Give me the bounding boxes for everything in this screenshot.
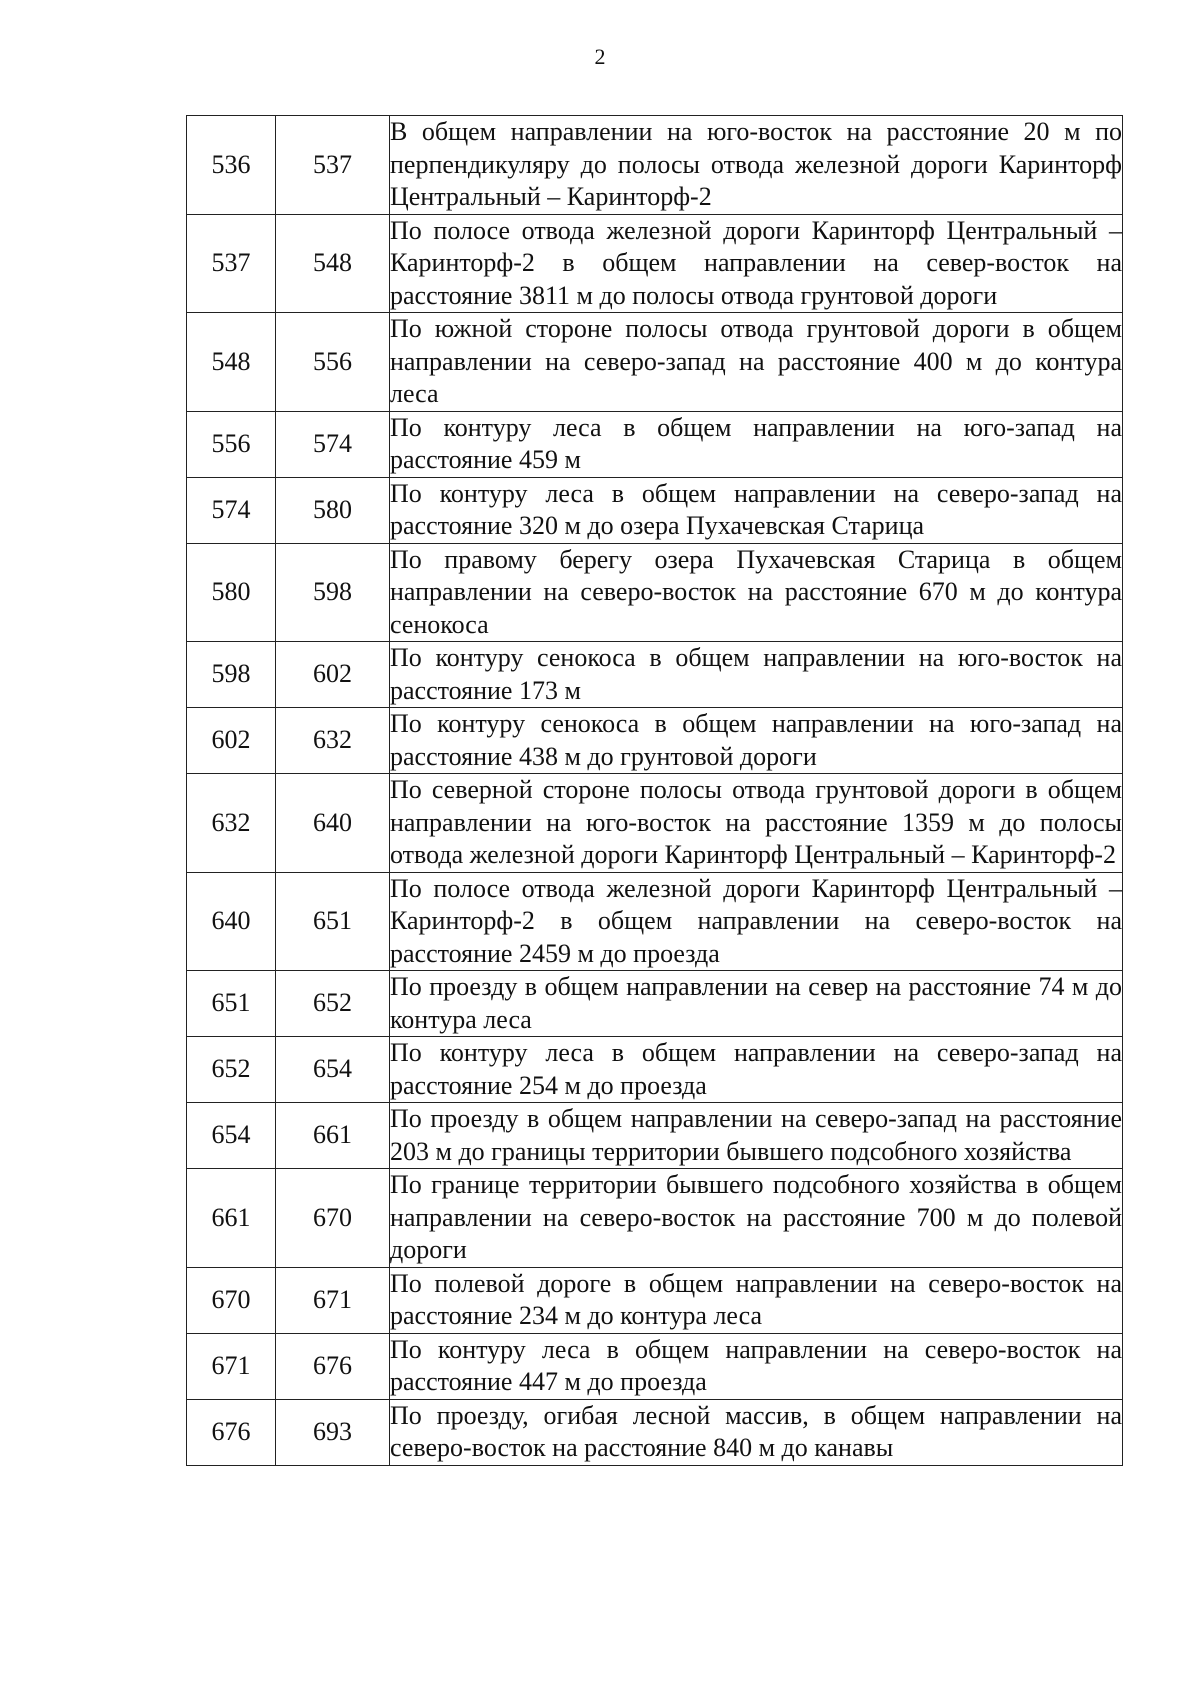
point-to: 548 (276, 214, 390, 313)
segment-description: По южной стороне полосы отвода грунтовой дороги в общем направлении на северо-запад на расстояние 400 м до контура леса (390, 313, 1123, 412)
point-from: 556 (187, 411, 276, 477)
segment-description: По контуру леса в общем направлении на северо-восток на расстояние 447 м до проезда (390, 1333, 1123, 1399)
point-to: 598 (276, 543, 390, 642)
table-row (187, 774, 1123, 873)
table-row (187, 1103, 1123, 1169)
segment-description: По проезду в общем направлении на север на расстояние 74 м до контура леса (390, 971, 1123, 1037)
point-to: 651 (276, 872, 390, 971)
point-from: 640 (187, 872, 276, 971)
table-row (187, 313, 1123, 412)
table-row (187, 1037, 1123, 1103)
table-row (187, 708, 1123, 774)
table-row (187, 872, 1123, 971)
point-to: 670 (276, 1169, 390, 1268)
segment-description: По проезду в общем направлении на северо-запад на расстояние 203 м до границы территории бывшего подсобного хозяйства (390, 1103, 1123, 1169)
point-to: 580 (276, 477, 390, 543)
point-from: 537 (187, 214, 276, 313)
table-row (187, 477, 1123, 543)
point-to: 676 (276, 1333, 390, 1399)
point-from: 574 (187, 477, 276, 543)
point-to: 661 (276, 1103, 390, 1169)
segment-description: По полосе отвода железной дороги Каринторф Центральный – Каринторф-2 в общем направлении на север-восток на расстояние 3811 м до полосы отвода грунтовой дороги (390, 214, 1123, 313)
point-from: 598 (187, 642, 276, 708)
point-to: 652 (276, 971, 390, 1037)
point-to: 632 (276, 708, 390, 774)
table-row (187, 116, 1123, 215)
point-to: 693 (276, 1399, 390, 1465)
point-to: 671 (276, 1267, 390, 1333)
boundary-table (186, 115, 1123, 1466)
point-from: 651 (187, 971, 276, 1037)
point-to: 556 (276, 313, 390, 412)
point-from: 671 (187, 1333, 276, 1399)
segment-description: По контуру леса в общем направлении на северо-запад на расстояние 320 м до озера Пухачевская Старица (390, 477, 1123, 543)
table-row (187, 1333, 1123, 1399)
table-row (187, 543, 1123, 642)
point-from: 654 (187, 1103, 276, 1169)
table-row (187, 411, 1123, 477)
table-row (187, 1399, 1123, 1465)
point-from: 580 (187, 543, 276, 642)
point-to: 654 (276, 1037, 390, 1103)
segment-description: По границе территории бывшего подсобного хозяйства в общем направлении на северо-восток на расстояние 700 м до полевой дороги (390, 1169, 1123, 1268)
table-row (187, 642, 1123, 708)
segment-description: По контуру леса в общем направлении на юго-запад на расстояние 459 м (390, 411, 1123, 477)
segment-description: По северной стороне полосы отвода грунтовой дороги в общем направлении на юго-восток на расстояние 1359 м до полосы отвода железной дороги Каринторф Центральный – Каринторф-2 (390, 774, 1123, 873)
segment-description: По контуру леса в общем направлении на северо-запад на расстояние 254 м до проезда (390, 1037, 1123, 1103)
point-from: 661 (187, 1169, 276, 1268)
segment-description: По контуру сенокоса в общем направлении на юго-запад на расстояние 438 м до грунтовой дороги (390, 708, 1123, 774)
segment-description: По контуру сенокоса в общем направлении на юго-восток на расстояние 173 м (390, 642, 1123, 708)
point-to: 640 (276, 774, 390, 873)
table-row (187, 214, 1123, 313)
point-from: 652 (187, 1037, 276, 1103)
page-number: 2 (594, 44, 606, 69)
point-from: 632 (187, 774, 276, 873)
table-row (187, 1267, 1123, 1333)
segment-description: По полосе отвода железной дороги Каринторф Центральный – Каринторф-2 в общем направлении на северо-восток на расстояние 2459 м до проезда (390, 872, 1123, 971)
point-from: 536 (187, 116, 276, 215)
point-from: 676 (187, 1399, 276, 1465)
point-from: 548 (187, 313, 276, 412)
segment-description: По проезду, огибая лесной массив, в общем направлении на северо-восток на расстояние 840 м до канавы (390, 1399, 1123, 1465)
table-row (187, 1169, 1123, 1268)
point-from: 670 (187, 1267, 276, 1333)
segment-description: По полевой дороге в общем направлении на северо-восток на расстояние 234 м до контура леса (390, 1267, 1123, 1333)
point-to: 537 (276, 116, 390, 215)
point-to: 602 (276, 642, 390, 708)
segment-description: В общем направлении на юго-восток на расстояние 20 м по перпендикуляру до полосы отвода железной дороги Каринторф Центральный – Каринторф-2 (390, 116, 1123, 215)
point-to: 574 (276, 411, 390, 477)
point-from: 602 (187, 708, 276, 774)
segment-description: По правому берегу озера Пухачевская Старица в общем направлении на северо-восток на расстояние 670 м до контура сенокоса (390, 543, 1123, 642)
table-row (187, 971, 1123, 1037)
